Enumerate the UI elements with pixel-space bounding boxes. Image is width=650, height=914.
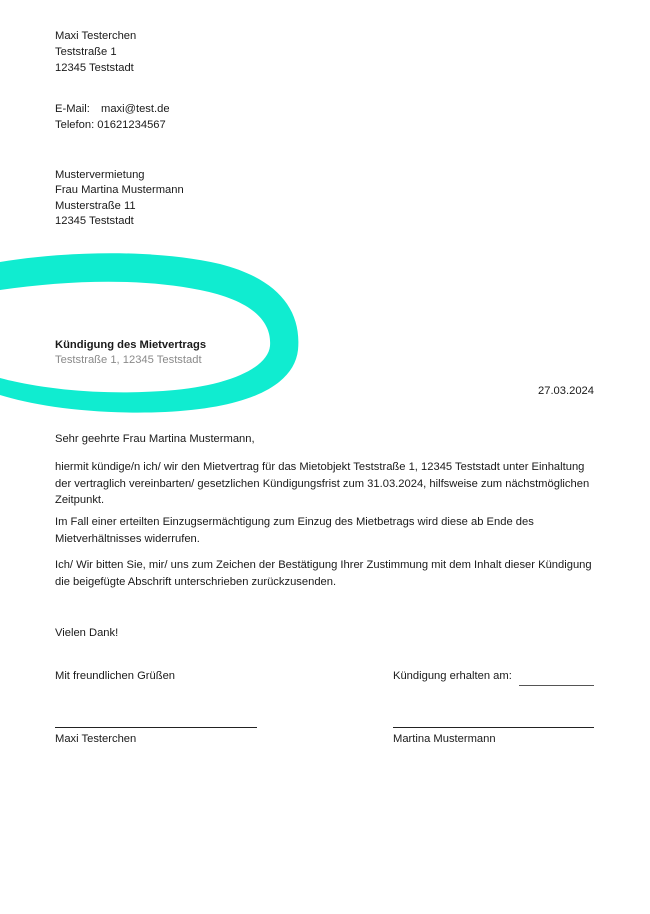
brush-stroke-shape [0, 253, 298, 412]
subject-title: Kündigung des Mietvertrags [55, 339, 207, 351]
thanks-text: Vielen Dank! [55, 627, 119, 639]
recipient-street: Musterstraße 11 [55, 200, 136, 212]
phone-value: 01621234567 [97, 119, 166, 131]
subject-address: Teststraße 1, 12345 Teststadt [55, 354, 202, 366]
email-label: E-Mail: [55, 103, 90, 115]
receipt-date-line [519, 685, 594, 686]
recipient-signature-line [393, 727, 594, 728]
sender-signature-name: Maxi Testerchen [55, 733, 137, 745]
receipt-label: Kündigung erhalten am: [393, 670, 512, 682]
recipient-signature-name: Martina Mustermann [393, 733, 496, 745]
recipient-company: Mustervermietung [55, 169, 145, 181]
brush-stroke-decoration [0, 250, 310, 420]
salutation: Sehr geehrte Frau Martina Mustermann, [55, 433, 255, 445]
paragraph-termination: hiermit kündige/n ich/ wir den Mietvertrag für das Mietobjekt Teststraße 1, 12345 Teststadt unter Einhaltung der vertraglich vereinbarten/ gesetzlichen Kündigungsfrist zum 31.03.2024, hilfsweise zum nächstmöglichen Zeitpunkt. [55, 461, 590, 506]
recipient-city: 12345 Teststadt [55, 215, 134, 227]
paragraph-confirmation: Ich/ Wir bitten Sie, mir/ uns zum Zeichen der Bestätigung Ihrer Zustimmung mit dem Inhalt dieser Kündigung die beigefügte Abschrift unterschrieben zurückzusenden. [55, 559, 592, 588]
paragraph-direct-debit: Im Fall einer erteilten Einzugsermächtigung zum Einzug des Mietbetrags wird diese ab Ende des Mietverhältnisses widerrufen. [55, 516, 534, 545]
closing-text: Mit freundlichen Grüßen [55, 670, 176, 682]
sender-phone-row [55, 118, 166, 134]
sender-email-row [55, 102, 170, 118]
phone-label: Telefon: [55, 119, 95, 131]
sender-name: Maxi Testerchen [55, 30, 137, 42]
sender-street: Teststraße 1 [55, 46, 117, 58]
email-value: maxi@test.de [101, 103, 170, 115]
sender-signature-line [55, 727, 257, 728]
sender-city: 12345 Teststadt [55, 62, 134, 74]
letter-date: 27.03.2024 [538, 385, 594, 397]
recipient-person: Frau Martina Mustermann [55, 184, 184, 196]
